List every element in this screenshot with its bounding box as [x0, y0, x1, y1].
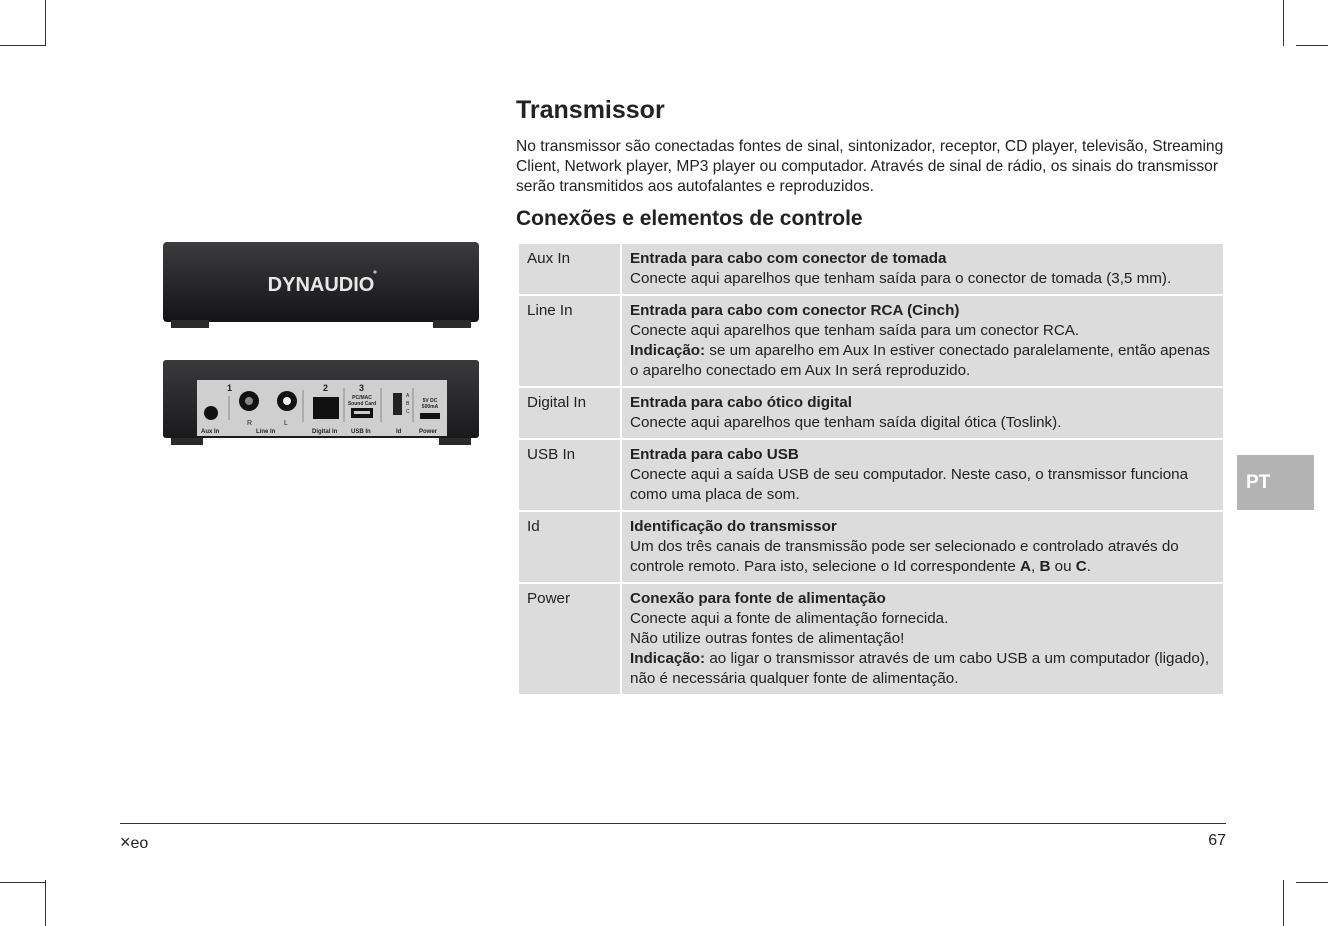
table-row — [518, 387, 1224, 439]
id-option-a: A — [1020, 558, 1032, 575]
crop-mark — [1283, 0, 1284, 46]
section-heading: Conexões e elementos de controle — [516, 207, 863, 230]
label-line-in: Line In — [256, 429, 276, 435]
table-row — [518, 439, 1224, 511]
row-title: Entrada para cabo com conector de tomada — [630, 250, 947, 267]
row-text: Conecte aqui aparelhos que tenham saída digital ótica (Toslink). — [630, 414, 1062, 431]
row-text-part: Um dos três canais de transmissão pode ser selecionado e controlado através do controle remoto. Para isto, selecione o Id correspondente — [630, 538, 1179, 575]
intro-paragraph: No transmissor são conectadas fontes de sinal, sintonizador, receptor, CD player, televisão, Streaming Client, Network player, MP3 player ou computador. Através de sinal de rádio, os sinais do transmissor serão transmitidos aos autofalantes e reproduzidos. — [516, 138, 1224, 195]
label-power-spec-1: 5V DC — [422, 398, 438, 404]
crop-mark — [1296, 882, 1328, 883]
row-description — [621, 511, 1224, 583]
transmitter-back-image — [163, 360, 479, 446]
id-option-b: B — [1039, 558, 1051, 575]
brand-text: eo — [130, 835, 149, 852]
row-title: Identificação do transmissor — [630, 518, 837, 535]
page-number: 67 — [1208, 832, 1226, 849]
connections-table — [517, 242, 1225, 696]
row-name: Line In — [518, 295, 621, 387]
row-name: USB In — [518, 439, 621, 511]
power-port — [420, 413, 440, 419]
table-row — [518, 583, 1224, 695]
separator: , — [1031, 558, 1040, 575]
row-note — [630, 649, 1215, 689]
id-switch — [393, 393, 402, 415]
row-description — [621, 295, 1224, 387]
device-logo: DYNAUDIO — [267, 274, 375, 296]
device-foot — [433, 320, 471, 328]
label-num-1: 1 — [227, 383, 233, 393]
label-id-a: A — [406, 393, 410, 399]
row-text: Conecte aqui a saída USB de seu computador. Neste caso, o transmissor funciona como uma placa de som. — [630, 466, 1189, 503]
label-aux-in: Aux In — [201, 429, 220, 435]
crop-mark — [0, 45, 46, 46]
transmitter-front-image — [163, 242, 479, 332]
row-title: Conexão para fonte de alimentação — [630, 590, 886, 607]
label-id-b: B — [406, 401, 410, 407]
id-option-c: C — [1075, 558, 1087, 575]
digital-in-port — [313, 397, 339, 419]
sentence-end: . — [1086, 558, 1091, 575]
crop-mark — [45, 880, 46, 926]
page-title: Transmissor — [516, 96, 665, 124]
row-name: Id — [518, 511, 621, 583]
crop-mark — [0, 882, 46, 883]
label-pcmac: PC/MAC — [352, 395, 372, 401]
note-text: ao ligar o transmissor através de um cabo USB a um computador (ligado), não é necessária qualquer fonte de alimentação. — [630, 650, 1210, 687]
device-foot — [439, 438, 471, 445]
row-title: Entrada para cabo ótico digital — [630, 394, 852, 411]
language-tab: PT — [1237, 455, 1314, 510]
aux-in-jack — [204, 406, 218, 420]
row-description — [621, 387, 1224, 439]
table-row — [518, 511, 1224, 583]
crop-mark — [1283, 880, 1284, 926]
label-soundcard: Sound Card — [347, 401, 377, 407]
note-label: Indicação: — [630, 342, 706, 359]
wireless-icon — [373, 270, 376, 273]
row-title: Entrada para cabo com conector RCA (Cinch) — [630, 302, 960, 319]
row-text: Conecte aqui aparelhos que tenham saída para o conector de tomada (3,5 mm). — [630, 270, 1172, 287]
row-description — [621, 583, 1224, 695]
separator: ou — [1050, 558, 1076, 575]
note-text: se um aparelho em Aux In estiver conectado paralelamente, então apenas o aparelho conectado em Aux In será reproduzido. — [630, 342, 1211, 379]
row-text-2: Não utilize outras fontes de alimentação! — [630, 630, 905, 647]
label-usb-in: USB In — [351, 429, 371, 435]
crop-mark — [45, 0, 46, 46]
row-text: Conecte aqui a fonte de alimentação fornecida. — [630, 610, 949, 627]
row-text: Conecte aqui aparelhos que tenham saída para um conector RCA. — [630, 322, 1080, 339]
label-r: R — [247, 420, 253, 427]
note-label: Indicação: — [630, 650, 706, 667]
footer-divider — [120, 823, 1226, 824]
row-description — [621, 243, 1224, 295]
row-name: Aux In — [518, 243, 621, 295]
device-foot — [171, 438, 203, 445]
row-name: Digital In — [518, 387, 621, 439]
label-power: Power — [419, 429, 438, 435]
row-text — [630, 537, 1215, 577]
row-description — [621, 439, 1224, 511]
table-row — [518, 243, 1224, 295]
label-digital-in: Digital In — [312, 429, 338, 435]
label-id: Id — [396, 429, 402, 435]
label-num-2: 2 — [323, 383, 329, 393]
label-power-spec-2: 500mA — [421, 404, 439, 410]
label-l: L — [284, 420, 288, 427]
crop-mark — [1296, 45, 1328, 46]
row-name: Power — [518, 583, 621, 695]
table-row — [518, 295, 1224, 387]
device-foot — [171, 320, 209, 328]
footer-brand — [120, 832, 148, 853]
label-id-c: C — [406, 409, 410, 415]
label-num-3: 3 — [359, 383, 365, 393]
brand-x-mark: × — [120, 832, 131, 852]
row-title: Entrada para cabo USB — [630, 446, 799, 463]
row-note — [630, 341, 1215, 381]
